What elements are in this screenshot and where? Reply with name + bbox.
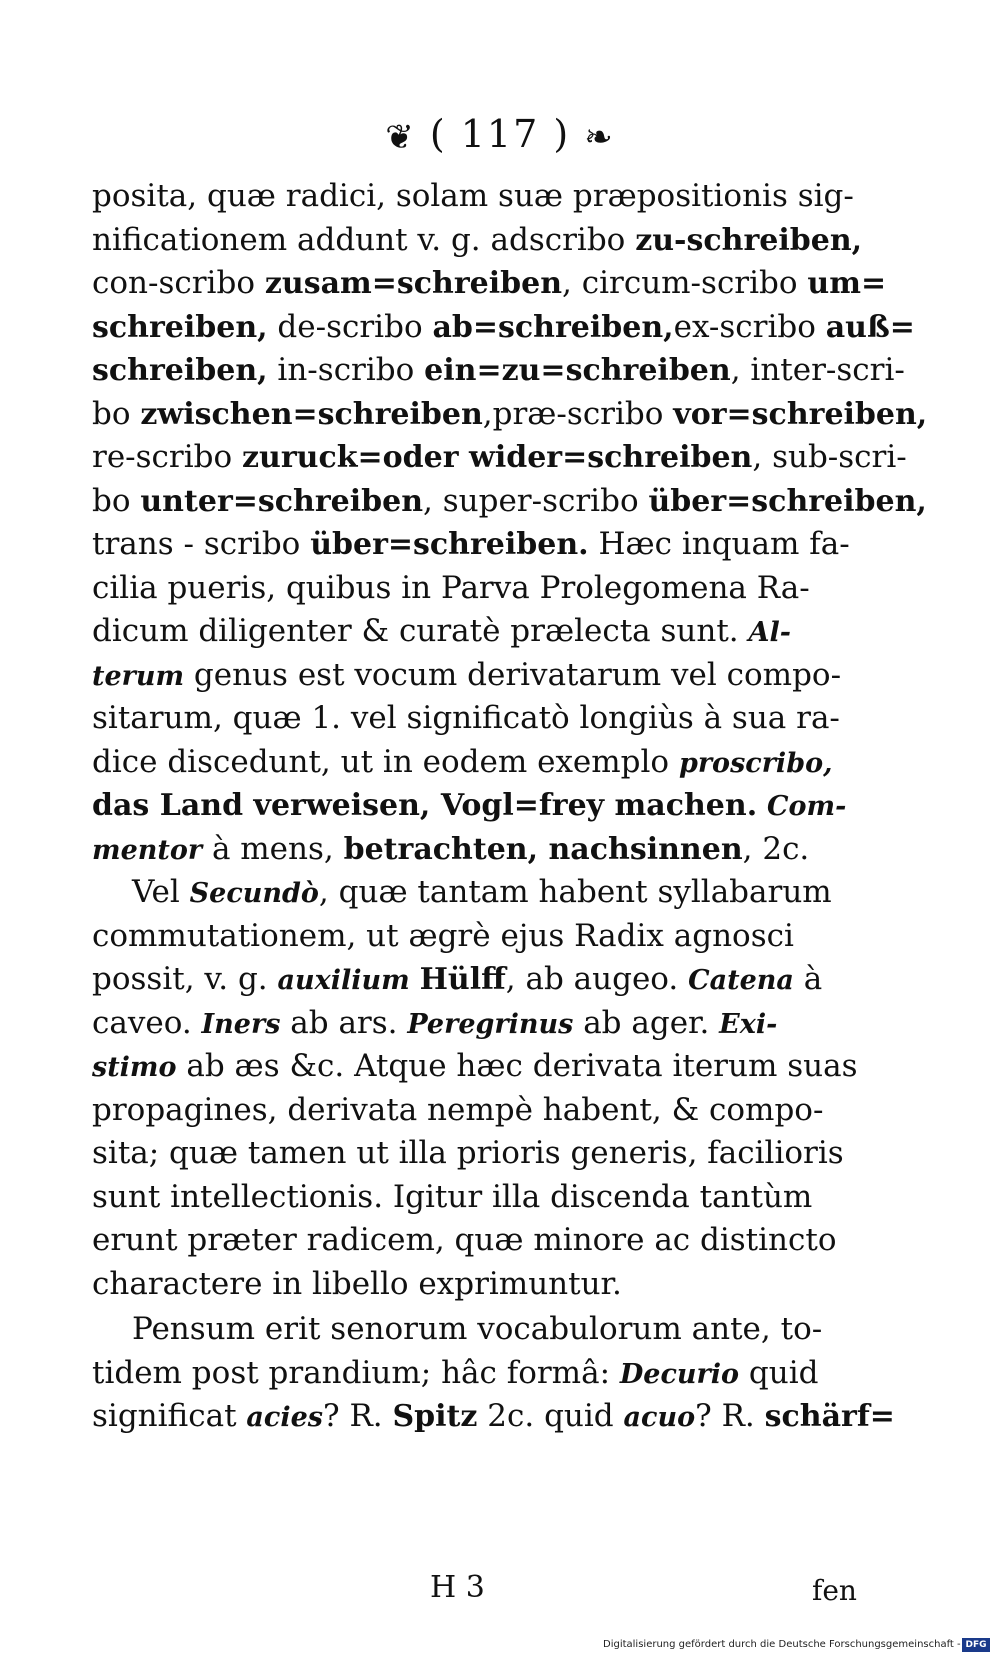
italic-word: stimo bbox=[92, 1052, 177, 1083]
blackletter-word: zuruck=oder wider=schreiben bbox=[242, 440, 753, 475]
text-line bbox=[92, 393, 932, 437]
text-line bbox=[92, 1219, 932, 1263]
body-text bbox=[92, 175, 932, 1439]
text-segment: sita; quæ tamen ut illa prioris generis, facilioris bbox=[92, 1135, 844, 1171]
italic-word: Com- bbox=[767, 791, 847, 822]
italic-word: Catena bbox=[688, 965, 794, 996]
italic-word: Al- bbox=[748, 617, 791, 648]
text-segment: , ab augeo. bbox=[505, 961, 689, 997]
text-segment: genus est vocum derivatarum vel compo- bbox=[184, 656, 842, 693]
text-segment: 2c. quid bbox=[477, 1398, 624, 1434]
text-segment bbox=[757, 787, 767, 823]
text-segment: ab ars. bbox=[280, 1004, 408, 1041]
italic-word: mentor bbox=[92, 834, 203, 866]
text-segment: commutationem, ut ægrè ejus Radix agnosci bbox=[92, 917, 794, 954]
text-line bbox=[92, 1395, 932, 1439]
text-segment: ab æs &c. Atque hæc derivata iterum suas bbox=[176, 1048, 858, 1084]
text-segment: in-scribo bbox=[267, 352, 425, 388]
italic-word: Exi- bbox=[719, 1008, 778, 1040]
text-segment: Vel bbox=[132, 874, 190, 910]
text-segment: , 2c. bbox=[742, 830, 810, 867]
text-line bbox=[92, 958, 932, 1002]
text-segment: Hæc inquam fa- bbox=[588, 526, 850, 562]
text-line bbox=[92, 828, 932, 872]
text-segment: caveo. bbox=[92, 1004, 202, 1041]
text-segment: nificationem addunt v. g. adscribo bbox=[92, 221, 636, 258]
text-line bbox=[92, 610, 932, 654]
blackletter-word: betrachten, nachsinnen bbox=[343, 831, 743, 867]
blackletter-word: zu-schreiben, bbox=[635, 222, 863, 258]
text-segment: à bbox=[793, 961, 823, 997]
italic-word: proscribo, bbox=[678, 747, 833, 779]
text-segment: charactere in libello exprimuntur. bbox=[92, 1265, 622, 1302]
text-line bbox=[92, 654, 932, 698]
text-segment: ? R. bbox=[695, 1398, 765, 1434]
catchword: fen bbox=[812, 1574, 857, 1607]
text-line bbox=[92, 784, 932, 828]
page-number: ( 117 ) bbox=[429, 112, 571, 156]
text-line bbox=[92, 915, 932, 959]
text-line bbox=[92, 175, 932, 219]
text-segment: , super-scribo bbox=[423, 482, 649, 519]
blackletter-word: vor=schreiben, bbox=[673, 396, 928, 432]
text-line bbox=[92, 480, 932, 524]
text-segment: tidem post prandium; hâc formâ: bbox=[92, 1354, 620, 1391]
blackletter-word: ein=zu=schreiben bbox=[424, 353, 731, 388]
italic-word: Iners bbox=[201, 1008, 281, 1040]
ornament-right-icon: ❧ bbox=[584, 117, 615, 158]
text-segment: à mens, bbox=[202, 830, 344, 867]
italic-word: Peregrinus bbox=[407, 1008, 574, 1040]
text-segment: con-scribo bbox=[92, 265, 265, 301]
text-segment: erunt præter radicem, quæ minore ac distincto bbox=[92, 1222, 837, 1258]
text-line bbox=[92, 1263, 932, 1307]
blackletter-word: unter=schreiben bbox=[140, 483, 424, 519]
blackletter-word: schreiben, bbox=[92, 309, 268, 345]
text-line bbox=[92, 219, 932, 263]
text-segment: cilia pueris, quibus in Parva Prolegomena Ra- bbox=[92, 569, 810, 606]
blackletter-word: Hülff bbox=[419, 962, 506, 997]
text-line bbox=[92, 436, 932, 480]
text-segment: posita, quæ radici, solam suæ præpositionis sig- bbox=[92, 178, 854, 214]
text-segment bbox=[410, 961, 420, 997]
text-line bbox=[92, 1176, 932, 1220]
text-segment: Pensum erit senorum vocabulorum ante, to- bbox=[132, 1311, 823, 1347]
text-segment: dicum diligenter & curatè prælecta sunt. bbox=[92, 613, 749, 649]
text-segment: ,præ-scribo bbox=[482, 395, 674, 432]
signature-mark: H 3 bbox=[430, 1570, 485, 1605]
italic-word: Decurio bbox=[619, 1358, 740, 1390]
blackletter-word: über=schreiben, bbox=[648, 483, 927, 519]
blackletter-word: um= bbox=[807, 266, 887, 301]
text-segment: re-scribo bbox=[92, 439, 243, 475]
text-line bbox=[92, 523, 932, 567]
text-line bbox=[92, 1045, 932, 1089]
text-segment: , quæ tantam habent syllabarum bbox=[318, 874, 832, 910]
blackletter-word: Spitz bbox=[392, 1399, 478, 1434]
text-segment: sunt intellectionis. Igitur illa discenda tantùm bbox=[92, 1178, 813, 1215]
italic-word: Secundò bbox=[189, 878, 319, 909]
text-line bbox=[92, 567, 932, 611]
italic-word: acies bbox=[246, 1402, 323, 1433]
text-segment: de-scribo bbox=[267, 308, 433, 345]
text-segment: ex-scribo bbox=[673, 308, 826, 345]
text-segment: , inter-scri- bbox=[730, 352, 905, 388]
digitization-credit: Digitalisierung gefördert durch die Deutsche Forschungsgemeinschaft - bbox=[603, 1639, 961, 1650]
text-segment: dice discedunt, ut in eodem exemplo bbox=[92, 743, 679, 780]
blackletter-word: schärf= bbox=[764, 1399, 895, 1434]
blackletter-word: zusam=schreiben bbox=[264, 266, 563, 301]
text-line bbox=[92, 741, 932, 785]
text-line bbox=[92, 1089, 932, 1133]
text-line bbox=[92, 1308, 932, 1352]
ornament-left-icon: ❦ bbox=[385, 117, 416, 158]
text-segment: ? R. bbox=[322, 1398, 393, 1434]
text-line bbox=[92, 1352, 932, 1396]
text-segment: , sub-scri- bbox=[752, 439, 907, 475]
italic-word: auxilium bbox=[277, 965, 410, 996]
text-line bbox=[92, 262, 932, 306]
text-segment: propagines, derivata nempè habent, & compo- bbox=[92, 1091, 824, 1128]
blackletter-word: schreiben, bbox=[92, 353, 268, 388]
text-segment: ab ager. bbox=[573, 1004, 720, 1041]
text-segment: , circum-scribo bbox=[562, 265, 808, 301]
blackletter-word: zwischen=schreiben bbox=[140, 396, 483, 432]
dfg-logo: DFG bbox=[962, 1638, 990, 1652]
text-segment: bo bbox=[92, 482, 141, 519]
italic-word: terum bbox=[92, 660, 185, 692]
text-segment: sitarum, quæ 1. vel significatò longiùs à sua ra- bbox=[92, 700, 840, 736]
text-segment: bo bbox=[92, 395, 141, 432]
text-segment: trans - scribo bbox=[92, 526, 311, 562]
blackletter-word: das Land verweisen, Vogl=frey machen. bbox=[92, 788, 758, 823]
blackletter-word: über=schreiben. bbox=[310, 527, 589, 562]
text-segment: significat bbox=[92, 1398, 247, 1434]
text-line bbox=[92, 306, 932, 350]
running-head bbox=[0, 112, 1000, 158]
text-line bbox=[92, 1002, 932, 1046]
text-line bbox=[92, 871, 932, 915]
text-line bbox=[92, 1132, 932, 1176]
text-line bbox=[92, 349, 932, 393]
italic-word: acuo bbox=[623, 1402, 696, 1433]
text-segment: quid bbox=[739, 1354, 819, 1391]
blackletter-word: auß= bbox=[825, 309, 915, 345]
blackletter-word: ab=schreiben, bbox=[432, 309, 674, 345]
text-segment: possit, v. g. bbox=[92, 961, 278, 997]
text-line bbox=[92, 697, 932, 741]
